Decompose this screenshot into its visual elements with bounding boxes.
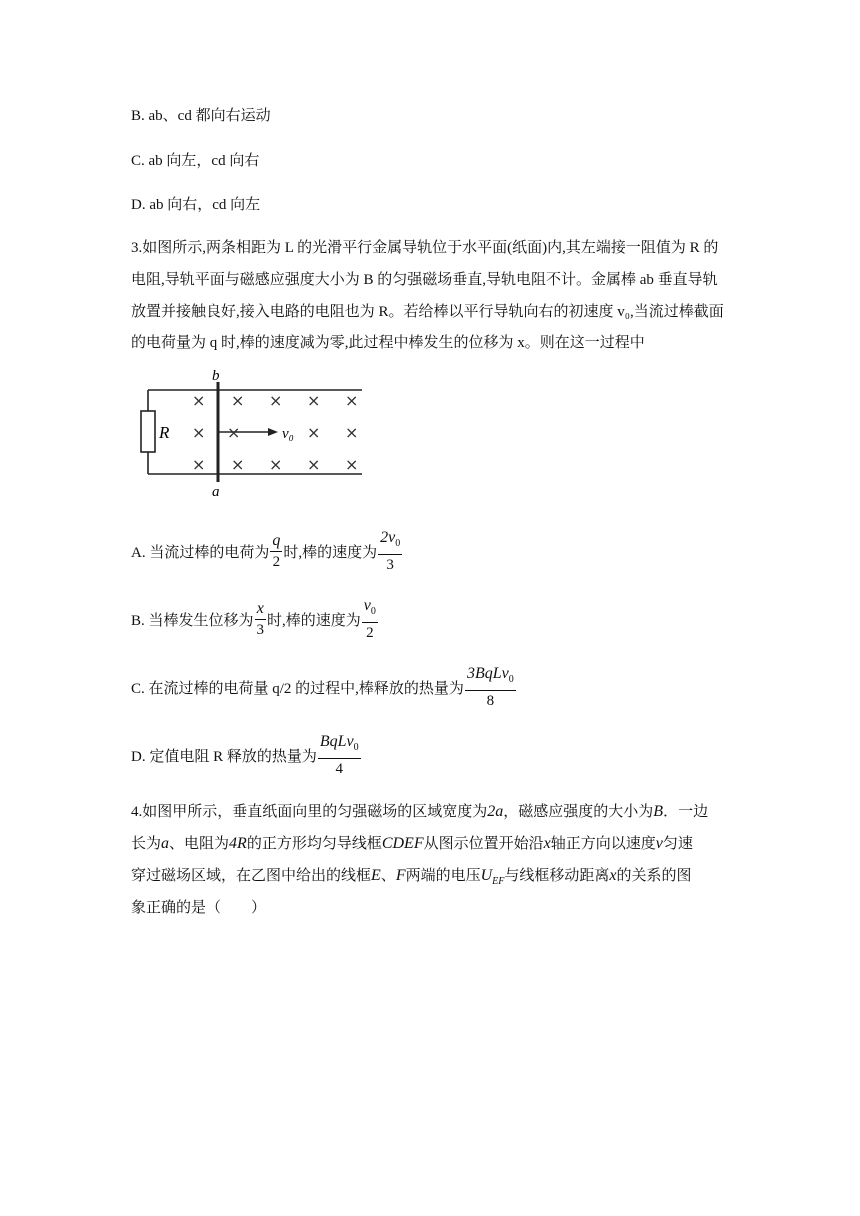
q4-line-4: 象正确的是（ ） [131,900,267,916]
field-cross: × [269,455,283,474]
field-cross: × [231,455,245,474]
option-2c: C. ab 向左，cd 向右 [131,153,260,169]
field-cross: × [345,455,359,474]
label-a: a [212,484,220,498]
q3-line-3: 放置并接触良好,接入电路的电阻也为 R。若给棒以平行导轨向右的初速度 v₀,当流过棒截面 [131,304,724,320]
label-b: b [212,368,220,384]
field-cross: × [192,391,206,410]
field-cross: × [307,423,321,442]
q3-line-1: 3.如图所示,两条相距为 L 的光滑平行金属导轨位于水平面(纸面)内,其左端接一阻值为 R 的 [131,240,719,256]
label-R: R [159,423,170,442]
option-3a: A. 当流过棒的电荷为 $\frac{q}{2}$ 时,棒的速度为 $\frac{2v_0}{3}$ [131,529,401,574]
field-cross: × [307,391,321,410]
label-v0: v₀ [282,426,294,442]
option-3b: B. 当棒发生位移为 $\frac{x}{3}$ 时,棒的速度为 $\frac{v_0}{2}$ [131,597,376,642]
field-cross: × [345,391,359,410]
option-2b: B. ab、cd 都向右运动 [131,108,271,124]
rail-circuit-figure [132,368,368,498]
field-cross: × [345,423,359,442]
q3-line-2: 电阻,导轨平面与磁感应强度大小为 B 的匀强磁场垂直,导轨电阻不计。金属棒 ab 垂直导轨 [131,272,718,288]
option-2d: D. ab 向右，cd 向左 [131,197,261,213]
field-cross: × [269,391,283,410]
q4-line-2: 长为a、电阻为4R的正方形均匀导线框CDEF从图示位置开始沿x轴正方向以速度v匀速 [131,835,693,852]
field-cross: × [307,455,321,474]
q4-line-3: 穿过磁场区域，在乙图中给出的线框E、F两端的电压$U_{EF}$与线框移动距离x的关系的图 [131,867,692,887]
field-cross: × [192,423,206,442]
field-cross: × [227,423,241,442]
field-cross: × [231,391,245,410]
field-cross: × [192,455,206,474]
option-3d: D. 定值电阻 R 释放的热量为 $\frac{BqLv_0}{4}$ [131,733,359,778]
resistor [141,411,155,452]
q3-line-4: 的电荷量为 q 时,棒的速度减为零,此过程中棒发生的位移为 x。则在这一过程中 [131,335,645,351]
option-3c: C. 在流过棒的电荷量 q/2 的过程中,棒释放的热量为 $\frac{3BqLv_0}{8}$ [131,665,514,710]
q4-line-1: 4.如图甲所示，垂直纸面向里的匀强磁场的区域宽度为2a，磁感应强度的大小为B．一边 [131,803,709,820]
